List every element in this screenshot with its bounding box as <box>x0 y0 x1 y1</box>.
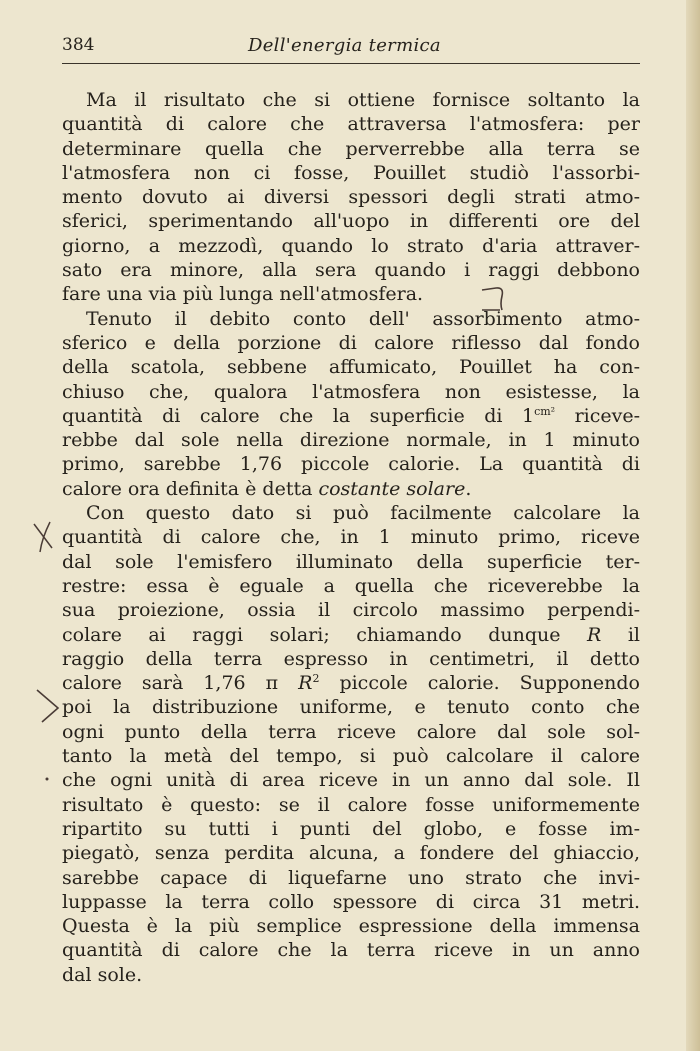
text-line: piegatò, senza perdita alcuna, a fondere del ghiaccio, <box>62 842 640 865</box>
text-line: tanto la metà del tempo, si può calcolare il calore <box>62 745 640 768</box>
text-line: quantità di calore che attraversa l'atmosfera: per <box>62 113 640 136</box>
italic-variable: R <box>298 672 313 695</box>
text-line: Con questo dato si può facilmente calcolare la <box>86 502 640 525</box>
italic-variable: R <box>587 623 602 646</box>
text-line <box>62 623 640 647</box>
text-line: raggio della terra espresso in centimetri, il detto <box>62 647 640 670</box>
handwritten-wedge-mark <box>34 686 64 726</box>
text-fragment: quantità di calore che la superficie di 1 <box>62 404 535 427</box>
page-number: 384 <box>62 35 95 55</box>
text-line: l'atmosfera non ci fosse, Pouillet studiò l'assorbi- <box>62 161 640 184</box>
text-line: della scatola, sebbene affumicato, Pouillet ha con- <box>62 356 640 379</box>
text-line: Ma il risultato che si ottiene fornisce soltanto la <box>86 89 640 111</box>
text-line: determinare quella che perverrebbe alla terra se <box>62 137 640 160</box>
text-line: giorno, a mezzodì, quando lo strato d'aria attraver- <box>62 234 640 257</box>
text-line: poi la distribuzione uniforme, e tenuto conto che <box>62 696 640 719</box>
text-line: mento dovuto ai diversi spessori degli strati atmo- <box>62 186 640 209</box>
text-line: fare una via più lunga nell'atmosfera. <box>62 283 424 306</box>
running-title: Dell'energia termica <box>248 35 441 56</box>
text-fragment: calore ora definita è detta <box>62 477 319 500</box>
text-line: sato era minore, alla sera quando i raggi debbono <box>62 259 640 282</box>
text-line: sarebbe capace di liquefarne uno strato che invi- <box>62 866 640 889</box>
italic-term: costante solare <box>318 477 466 500</box>
text-line: Tenuto il debito conto dell' assorbimento atmo- <box>86 307 640 330</box>
margin-dot <box>44 776 50 782</box>
superscript-unit: cm² <box>534 404 556 418</box>
text-line: rebbe dal sole nella direzione normale, in 1 minuto <box>62 429 640 452</box>
text-line: sferico e della porzione di calore riflesso dal fondo <box>62 331 640 354</box>
paragraph-3 <box>62 501 640 987</box>
text-line: ogni punto della terra riceve calore dal sole sol- <box>62 720 640 743</box>
text-line: sua proiezione, ossia il circolo massimo perpendi- <box>62 599 640 622</box>
text-fragment: calore sarà 1,76 π <box>62 672 299 695</box>
text-fragment: . <box>465 477 472 500</box>
text-line: chiuso che, qualora l'atmosfera non esistesse, la <box>62 380 640 403</box>
text-fragment: il <box>601 623 640 646</box>
paragraph-1 <box>62 88 640 307</box>
text-line: quantità di calore che la terra riceve in un anno <box>62 939 640 962</box>
text-line <box>62 671 640 695</box>
text-line: dal sole. <box>62 963 143 986</box>
text-line: risultato è questo: se il calore fosse uniformemente <box>62 793 640 816</box>
text-line: quantità di calore che, in 1 minuto primo, riceve <box>62 526 640 549</box>
text-line <box>62 404 640 428</box>
page-edge <box>686 0 700 1051</box>
text-fragment: piccole calorie. Supponendo <box>319 672 640 695</box>
text-fragment: riceve- <box>555 404 640 427</box>
text-line: luppasse la terra collo spessore di circa 31 metri. <box>62 890 640 913</box>
text-line: ripartito su tutti i punti del globo, e fosse im- <box>62 817 640 840</box>
text-fragment: colare ai raggi solari; chiamando dunque <box>62 623 588 646</box>
text-line: dal sole l'emisfero illuminato della superficie ter- <box>62 550 640 573</box>
handwritten-cross-mark <box>30 518 62 556</box>
paragraph-2 <box>62 307 640 501</box>
text-line: Questa è la più semplice espressione della immensa <box>62 915 640 938</box>
superscript-exponent: 2 <box>312 672 320 686</box>
text-line: che ogni unità di area riceve in un anno dal sole. Il <box>62 769 640 792</box>
text-line <box>62 477 640 501</box>
body-text <box>62 88 640 987</box>
text-line: sferici, sperimentando all'uopo in differenti ore del <box>62 210 640 233</box>
page-header <box>62 33 640 64</box>
text-line: restre: essa è eguale a quella che riceverebbe la <box>62 574 640 597</box>
text-line: primo, sarebbe 1,76 piccole calorie. La quantità di <box>62 453 640 476</box>
